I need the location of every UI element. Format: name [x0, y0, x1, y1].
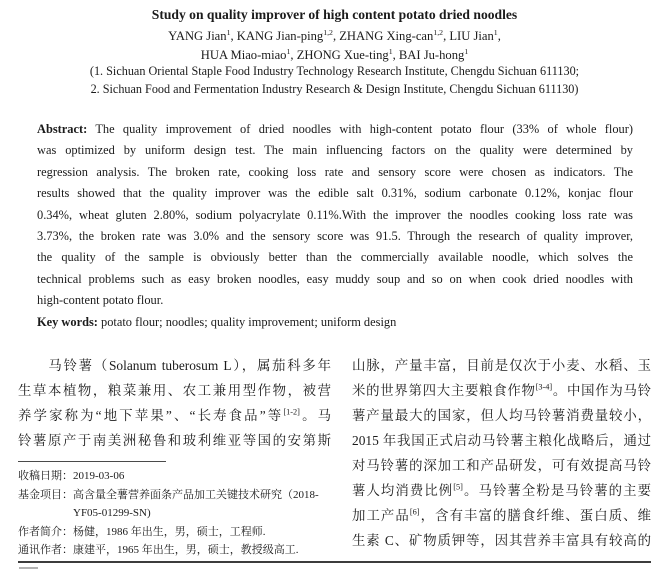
- abstract-first-line: [37, 119, 633, 140]
- abstract-label: Abstract:: [37, 122, 88, 136]
- footnote-list: [18, 467, 331, 560]
- footnote-content: [73, 523, 331, 542]
- author-list-line: HUA Miao-miao$^1$, ZHONG Xue-ting$^1$, BAI Ju-hong$^1$: [200, 46, 469, 62]
- footnote-item: [18, 467, 331, 486]
- abstract-last-line: high-content potato flour.: [37, 293, 164, 308]
- footnote-content: [73, 541, 331, 560]
- footnote-label: 收稿日期：: [18, 470, 73, 482]
- footnote-content-line: 康建平，1965 年出生，男，硕士，教授级高工.: [73, 544, 299, 556]
- right-column-text-line: 2015 年我国正式启动马铃薯主粮化战略后，通过: [352, 433, 651, 448]
- abstract-middle-lines: [37, 140, 633, 290]
- keywords-line: [37, 312, 633, 333]
- affiliation-list-line: (1. Sichuan Oriental Staple Food Industry Technology Research Institute, Chengdu Sichuan 611130;: [89, 64, 580, 78]
- footnote-item: [18, 486, 331, 523]
- right-column-text-line: 薯人均消费比例[5]。马铃薯全粉是马铃薯的主要: [352, 482, 652, 498]
- left-column-text-line: 养学家称为“地下苹果”、“长寿食品”等[1-2]。马: [18, 407, 332, 423]
- right-column-text-line: 薯产量最大的国家，但人均马铃薯消费量较小，: [352, 408, 651, 423]
- left-column-text: [18, 353, 331, 453]
- footnote-label: 通讯作者：: [18, 544, 73, 556]
- footnote-label: 作者简介：: [18, 525, 73, 538]
- page-bottom-rule: [18, 561, 651, 563]
- right-column-text-line: 加工产品[6]，含有丰富的膳食纤维、蛋白质、维: [352, 507, 652, 523]
- keywords-text: potato flour; noodles; quality improvement; uniform design: [97, 314, 397, 329]
- affiliation-list: [0, 62, 669, 98]
- left-column-text-line: 铃薯原产于南美洲秘鲁和玻利维亚等国的安第斯: [18, 433, 331, 448]
- left-column-text-line: 生草本植物，粮菜兼用、农工兼用型作物，被营: [18, 383, 331, 398]
- footnote-content-line: 2019-03-06: [73, 470, 125, 482]
- footnote-item: [18, 523, 331, 542]
- right-column-text: [352, 353, 651, 553]
- abstract-first-line-text: The quality improvement of dried noodles with high-content potato flour (33% of whole flour): [87, 122, 633, 136]
- keywords-label: Key words:: [37, 314, 98, 329]
- abstract-middle-lines-line: the quality of the sample is obviously better than the commercially available noodle, which solves the: [37, 250, 633, 265]
- abstract-middle-lines-line: 0.34%, wheat gluten 2.80%, sodium polyacrylate 0.11%.With the improver the noodles cooking loss rate was: [37, 207, 633, 222]
- abstract-middle-lines-line: regression analysis. The broken rate, cooking loss rate and sensory score were chosen as indicators. The: [37, 164, 633, 179]
- footnote-content: [73, 467, 331, 486]
- right-column-text-line: 对马铃薯的深加工和产品研发，可有效提高马铃: [352, 458, 651, 473]
- abstract-middle-lines-line: results showed that the quality improver was the edible salt 0.31%, sodium carbonate 0.12%, konjac flour: [37, 186, 633, 201]
- author-list-line: YANG Jian$^1$, KANG Jian-ping$^{1,2}$, ZHANG Xing-can$^{1,2}$, LIU Jian$^1$,: [168, 27, 501, 43]
- right-column-text-line: 生素 C、矿物质钾等，因其营养丰富具有较高的: [352, 533, 651, 548]
- footnote-content-line: 高含量全薯营养面条产品加工关键技术研究（2018-: [73, 488, 319, 501]
- right-column-text-line: 米的世界第四大主要粮食作物[3-4]。中国作为马铃: [352, 382, 652, 398]
- abstract-middle-lines-line: was optimized by uniform design test. The main influencing factors on the quality were determined by: [37, 143, 633, 158]
- footnote-content-line: YF05-01299-SN): [73, 507, 151, 519]
- footnote-content: [73, 486, 331, 523]
- footnote-label: 基金项目：: [18, 488, 73, 501]
- footnote-separator-rule: [18, 461, 166, 462]
- footnote-content-line: 杨健，1986 年出生，男，硕士，工程师.: [73, 525, 266, 538]
- right-column: [352, 353, 651, 553]
- left-column-text-line: 马铃薯（Solanum tuberosum L），属茄科多年: [18, 358, 331, 373]
- affiliation-list-line: 2. Sichuan Food and Fermentation Industry Research & Design Institute, Chengdu Sichuan 611130): [90, 82, 579, 96]
- abstract-block: [37, 119, 633, 333]
- abstract-middle-lines-line: 3.73%, the broken rate was 3.0% and the sensory score was 91.5. Through the research of quality improver,: [37, 229, 633, 244]
- bottom-left-stub-mark: [19, 567, 38, 569]
- right-column-text-line: 山脉，产量丰富，目前是仅次于小麦、水稻、玉: [352, 358, 651, 373]
- left-column: [18, 353, 331, 560]
- footnote-item: [18, 541, 331, 560]
- abstract-middle-lines-line: technical problems such as easy broken noodles, easy muddy soup and so on when cook dried noodles with: [37, 271, 633, 286]
- author-list: [0, 27, 669, 65]
- paper-title: Study on quality improver of high content potato dried noodles: [151, 7, 518, 22]
